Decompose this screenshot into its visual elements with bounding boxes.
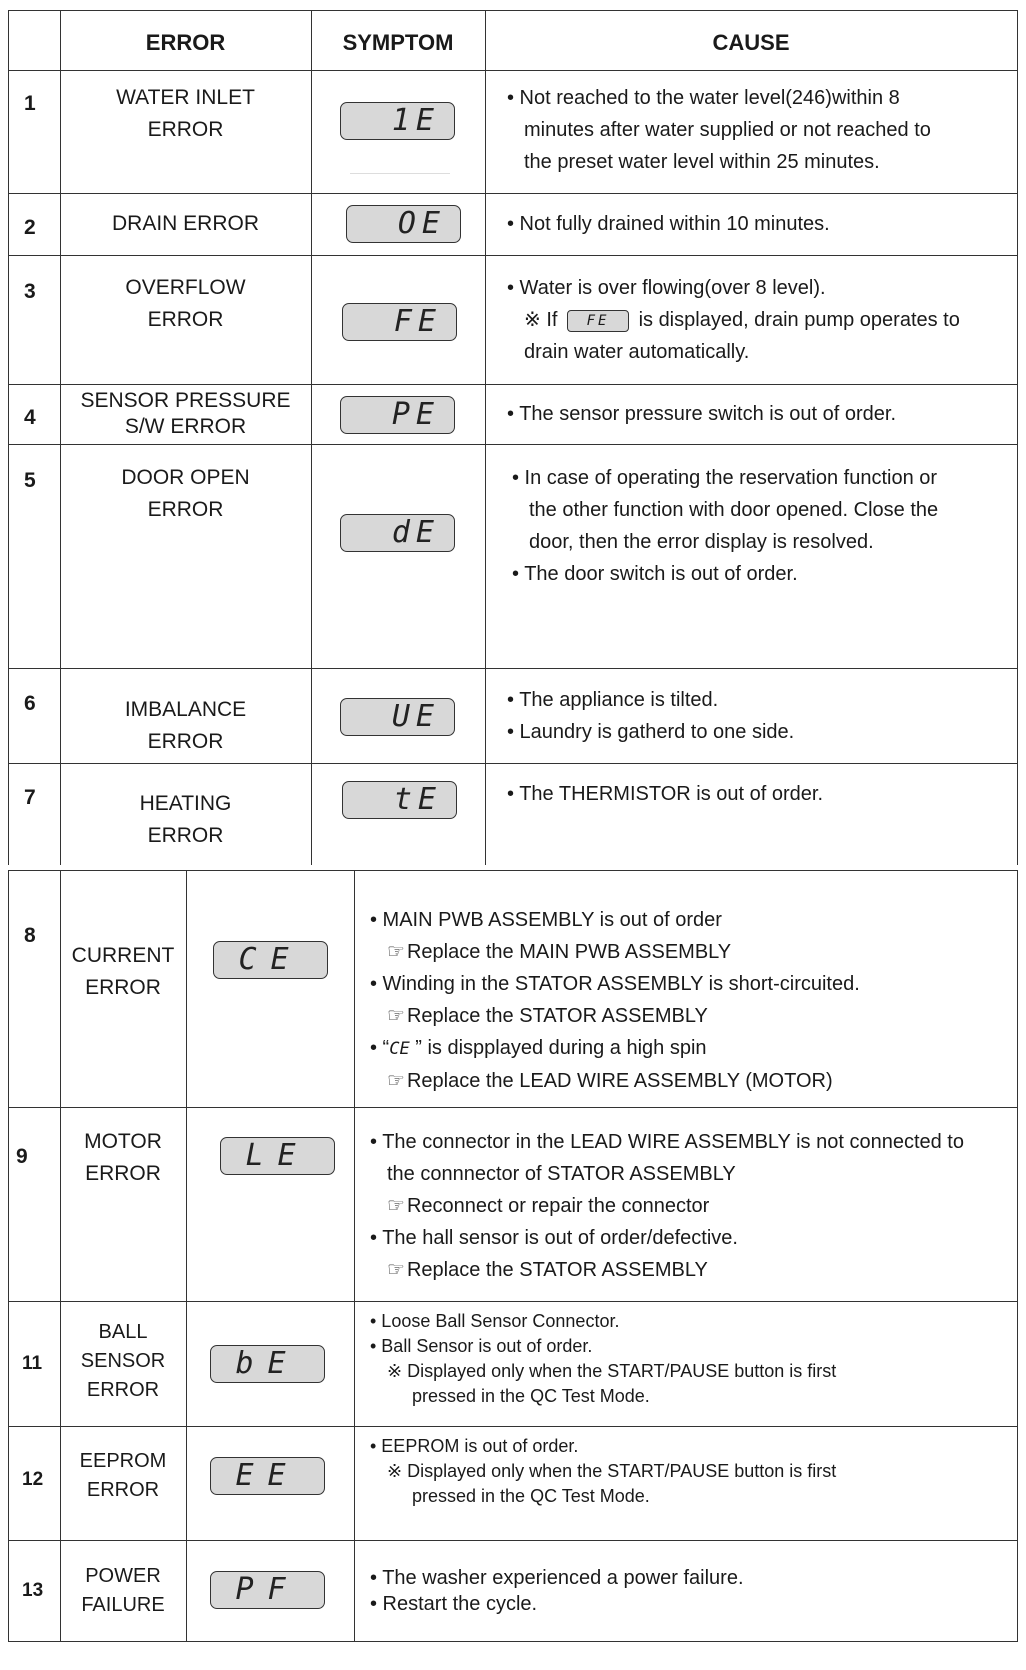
row-number: 2 [24, 216, 36, 239]
row-divider [8, 1301, 1018, 1302]
error-display: FE [342, 303, 457, 341]
row-number: 5 [24, 469, 36, 492]
row-divider [8, 1426, 1018, 1427]
error-name: IMBALANCE ERROR [124, 698, 247, 753]
lower-border-right [1017, 870, 1018, 1641]
error-display: PF [210, 1571, 325, 1609]
error-name: CURRENT ERROR [71, 944, 175, 999]
cause-text: • Loose Ball Sensor Connector. • Ball Sensor is out of order. ※ Displayed only when the START/PAUSE button is first pressed in the QC Test Mode. [370, 1311, 837, 1406]
cause-text: • The THERMISTOR is out of order. [507, 783, 824, 805]
cause-text: • The connector in the LEAD WIRE ASSEMBLY is not connected to the connnector of STATOR ASSEMBLY ☞ Reconnect or repair the connector • The hall sensor is out of order/defective. ☞ Replace the STATOR ASSEMBLY [370, 1131, 964, 1281]
cause-text: • The appliance is tilted. • Laundry is gatherd to one side. [507, 689, 795, 743]
row-divider [8, 763, 1018, 764]
cause-text: • The washer experienced a power failure. • Restart the cycle. [370, 1567, 744, 1615]
row-divider [8, 255, 1018, 256]
table-border-right [1017, 10, 1018, 865]
pointing-hand-icon: ☞ [387, 1195, 405, 1217]
row-divider [8, 1107, 1018, 1108]
cause-text: • EEPROM is out of order. ※ Displayed only when the START/PAUSE button is first pressed in the QC Test Mode. [370, 1436, 837, 1506]
inline-error-code: CE [389, 1039, 410, 1059]
row-number: 6 [24, 692, 36, 715]
pointing-hand-icon: ☞ [387, 941, 405, 963]
pointing-hand-icon: ☞ [387, 1259, 405, 1281]
cause-text: • In case of operating the reservation function or the other function with door opened. Close the door, then the error display is resolved. • The door switch is out of order. [512, 467, 939, 585]
cause-text: • The sensor pressure switch is out of order. [507, 403, 897, 425]
table-border-bottom [8, 1641, 1018, 1642]
pointing-hand-icon: ☞ [387, 1005, 405, 1027]
row-number: 3 [24, 280, 36, 303]
header-error: ERROR [145, 30, 226, 55]
error-name: SENSOR PRESSURE S/W ERROR [80, 389, 291, 438]
table-border-top [8, 10, 1018, 11]
row-number: 8 [24, 924, 36, 947]
pointing-hand-icon: ☞ [387, 1070, 405, 1092]
header-cause: CAUSE [712, 30, 790, 55]
row-number: 9 [16, 1145, 28, 1168]
table-border-left [8, 10, 9, 865]
col-divider [485, 10, 486, 865]
row-number: 11 [22, 1353, 43, 1374]
error-name: EEPROM ERROR [79, 1450, 167, 1501]
error-display: EE [210, 1457, 325, 1495]
lower-table-top [8, 870, 1018, 871]
error-display: PE [340, 396, 455, 434]
faint-rule [350, 173, 450, 174]
col-divider [186, 870, 187, 1641]
error-display: dE [340, 514, 455, 552]
row-number: 13 [22, 1580, 44, 1601]
error-display: tE [342, 781, 457, 819]
error-display: LE [220, 1137, 335, 1175]
cause-text: • MAIN PWB ASSEMBLY is out of order ☞ Replace the MAIN PWB ASSEMBLY • Winding in the STATOR ASSEMBLY is short-circuited. ☞ Replace the STATOR ASSEMBLY • “CE ” is dispplayed during a high spin ☞ Replace the LEAD WIRE ASSEMBLY (MOTOR) [370, 909, 860, 1092]
error-name: POWER FAILURE [81, 1565, 165, 1616]
error-display: 1E [340, 102, 455, 140]
lower-border-left [8, 870, 9, 1641]
error-name: DRAIN ERROR [111, 212, 259, 235]
error-name: MOTOR ERROR [84, 1130, 162, 1185]
col-divider [354, 870, 355, 1641]
row-divider [8, 193, 1018, 194]
error-display: bE [210, 1345, 325, 1383]
error-name: DOOR OPEN ERROR [121, 466, 250, 521]
row-divider [8, 384, 1018, 385]
error-name: OVERFLOW ERROR [125, 276, 246, 331]
header-symptom: SYMPTOM [342, 30, 454, 55]
error-name: WATER INLET ERROR [116, 86, 255, 141]
row-number: 12 [22, 1469, 44, 1490]
cause-text: • Not fully drained within 10 minutes. [507, 213, 830, 235]
cause-text: • Not reached to the water level(246)within 8 minutes after water supplied or not reached to the preset water level within 25 minutes. [507, 87, 931, 173]
inline-error-display: FE [567, 310, 629, 332]
row-divider [8, 1540, 1018, 1541]
error-display: UE [340, 698, 455, 736]
cause-text: • Water is over flowing(over 8 level). ※ If FE is displayed, drain pump operates to drain water automatically. [507, 277, 960, 363]
row-number: 7 [24, 786, 36, 809]
row-number: 4 [24, 406, 36, 429]
header-divider [8, 70, 1018, 71]
error-display: CE [213, 941, 328, 979]
error-name: HEATING ERROR [139, 792, 232, 847]
col-divider [311, 10, 312, 865]
error-display: OE [346, 205, 461, 243]
row-number: 1 [24, 92, 36, 115]
row-divider [8, 668, 1018, 669]
row-divider [8, 444, 1018, 445]
error-name: BALL SENSOR ERROR [80, 1321, 166, 1401]
